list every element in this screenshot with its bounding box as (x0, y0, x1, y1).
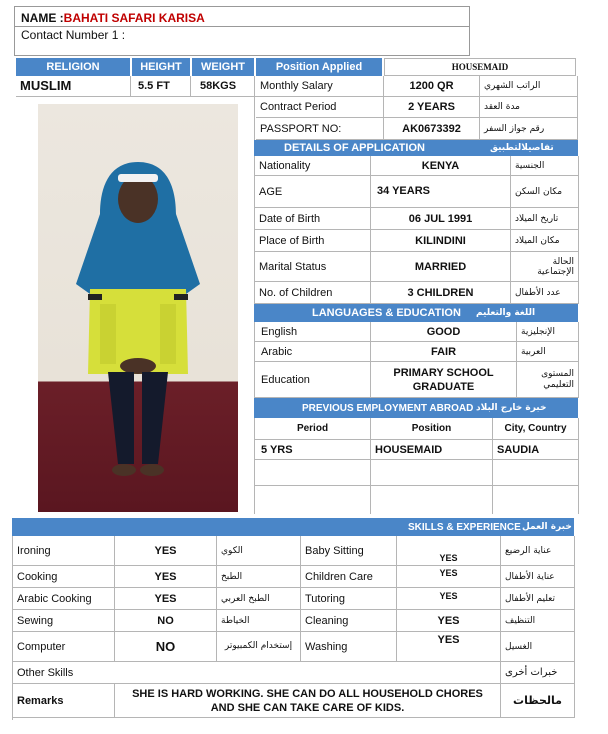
contract-period-value: 2 YEARS (384, 97, 480, 118)
skill-computer-value: NO (115, 632, 217, 662)
pob-label: Place of Birth (255, 230, 371, 252)
skill-sewing-label: Sewing (13, 610, 115, 632)
country-value: SAUDIA (493, 440, 579, 460)
dob-ar: تاريخ الميلاد (511, 208, 579, 230)
height-value: 5.5 FT (138, 80, 170, 92)
skill-childcare-label: Children Care (301, 566, 397, 588)
skill-arabic-cooking-ar: الطبخ العربي (217, 588, 301, 610)
skill-childcare-value: YES (397, 566, 501, 588)
children-value: 3 CHILDREN (371, 282, 511, 304)
skill-ironing-label: Ironing (13, 536, 115, 566)
skills-header (12, 518, 574, 536)
employment-title-ar: خبرة خارج البلاد (476, 403, 547, 413)
languages-header (254, 304, 578, 322)
education-label: Education (255, 362, 371, 398)
education-ar: المستوى التعليمي (517, 362, 579, 398)
remarks-ar: مالحظات (501, 684, 575, 718)
skill-washing-value: YES (397, 632, 501, 662)
employment-title: PREVIOUS EMPLOYMENT ABROAD (302, 402, 474, 414)
children-label: No. of Children (255, 282, 371, 304)
remarks-label: Remarks (13, 684, 115, 718)
height-header: HEIGHT (132, 58, 190, 76)
position-value: HOUSEMAID (384, 58, 576, 76)
skill-childcare-ar: عناية الأطفال (501, 566, 575, 588)
skill-cooking-ar: الطبخ (217, 566, 301, 588)
skill-tutoring-value: YES (397, 588, 501, 610)
passport-value: AK0673392 (384, 118, 480, 140)
skill-ironing-ar: الكوي (217, 536, 301, 566)
religion-value: MUSLIM (20, 78, 72, 93)
position-header: Position Applied (256, 58, 382, 76)
skill-babysitting-value: YES (397, 536, 501, 566)
period-value: 5 YRS (255, 440, 371, 460)
skill-arabic-cooking-value: YES (115, 588, 217, 610)
children-ar: عدد الأطفال (511, 282, 579, 304)
name-value: BAHATI SAFARI KARISA (63, 11, 205, 25)
skill-washing-ar: الغسيل (501, 632, 575, 662)
weight-header: WEIGHT (192, 58, 254, 76)
employment-table (254, 418, 578, 514)
details-header (254, 140, 578, 156)
skill-cooking-label: Cooking (13, 566, 115, 588)
contract-period-ar: مدة العقد (480, 97, 578, 118)
nationality-value: KENYA (371, 156, 511, 176)
salary-ar: الراتب الشهري (480, 76, 578, 97)
skill-babysitting-label: Baby Sitting (301, 536, 397, 566)
languages-title: LANGUAGES & EDUCATION (312, 307, 461, 319)
empty-row-2a (255, 486, 371, 514)
details-table (254, 156, 578, 304)
contact-row (21, 28, 125, 42)
col-country: City, Country (493, 418, 579, 440)
skill-cleaning-label: Cleaning (301, 610, 397, 632)
skill-ironing-value: YES (115, 536, 217, 566)
languages-title-ar: اللغة والتعليم (476, 308, 536, 318)
skills-table (12, 536, 574, 720)
skill-sewing-value: NO (115, 610, 217, 632)
arabic-label: Arabic (255, 342, 371, 362)
contact-label: Contact Number 1 : (21, 28, 126, 42)
details-title-ar: تفاصيلالتطبيق (490, 143, 554, 153)
position-value-row: HOUSEMAID (371, 440, 493, 460)
skill-sewing-ar: الخياطة (217, 610, 301, 632)
col-period: Period (255, 418, 371, 440)
weight-value: 58KGS (200, 80, 237, 92)
skill-babysitting-ar: عناية الرضيع (501, 536, 575, 566)
passport-label: PASSPORT NO: (256, 118, 384, 140)
salary-value: 1200 QR (384, 76, 480, 97)
remarks-value: SHE IS HARD WORKING. SHE CAN DO ALL HOUSEHOLD CHORES AND SHE CAN TAKE CARE OF KIDS. (115, 684, 501, 718)
age-label: AGE (255, 176, 371, 208)
nationality-ar: الجنسية (511, 156, 579, 176)
english-label: English (255, 322, 371, 342)
salary-label: Monthly Salary (256, 76, 384, 97)
person-illustration (38, 104, 238, 512)
skill-cleaning-ar: التنظيف (501, 610, 575, 632)
arabic-ar: العربية (517, 342, 579, 362)
other-skills-label: Other Skills (13, 662, 501, 684)
skill-cleaning-value: YES (397, 610, 501, 632)
age-ar: مكان السكن (511, 176, 579, 208)
basic-vline-2 (190, 76, 191, 96)
basic-underline (16, 96, 256, 97)
skills-title: SKILLS & EXPERIENCE (408, 521, 521, 533)
applicant-photo (38, 104, 238, 512)
col-position: Position (371, 418, 493, 440)
empty-row-2b (371, 486, 493, 514)
skill-washing-label: Washing (301, 632, 397, 662)
english-ar: الإنجليزية (517, 322, 579, 342)
skill-cooking-value: YES (115, 566, 217, 588)
languages-table (254, 322, 578, 398)
name-divider (15, 26, 469, 27)
empty-row-1a (255, 460, 371, 486)
skill-tutoring-label: Tutoring (301, 588, 397, 610)
marital-value: MARRIED (371, 252, 511, 282)
skill-tutoring-ar: تعليم الأطفال (501, 588, 575, 610)
nationality-label: Nationality (255, 156, 371, 176)
arabic-value: FAIR (371, 342, 517, 362)
dob-value: 06 JUL 1991 (371, 208, 511, 230)
skills-title-ar: خبرة العمل (522, 522, 572, 532)
empty-row-1b (371, 460, 493, 486)
details-title: DETAILS OF APPLICATION (284, 142, 425, 154)
empty-row-1c (493, 460, 579, 486)
skill-computer-label: Computer (13, 632, 115, 662)
basic-vline-1 (130, 76, 131, 96)
other-skills-ar: خبرات أخرى (501, 662, 575, 684)
religion-header: RELIGION (16, 58, 130, 76)
skill-arabic-cooking-label: Arabic Cooking (13, 588, 115, 610)
english-value: GOOD (371, 322, 517, 342)
education-value: PRIMARY SCHOOL GRADUATE (371, 362, 517, 398)
passport-ar: رقم جواز السفر (480, 118, 578, 140)
contract-period-label: Contract Period (256, 97, 384, 118)
skill-computer-ar: إستخدام الكمبيوتر (217, 632, 301, 662)
basic-vline-3 (254, 76, 255, 140)
empty-row-2c (493, 486, 579, 514)
pob-value: KILINDINI (371, 230, 511, 252)
marital-label: Marital Status (255, 252, 371, 282)
name-row (21, 11, 205, 25)
dob-label: Date of Birth (255, 208, 371, 230)
employment-header (254, 398, 578, 418)
pob-ar: مكان الميلاد (511, 230, 579, 252)
marital-ar: الحالة الإجتماعية (511, 252, 579, 282)
header-box (14, 6, 470, 56)
contract-table (256, 76, 578, 140)
age-value: 34 YEARS (371, 176, 511, 208)
name-label: NAME : (21, 11, 64, 25)
